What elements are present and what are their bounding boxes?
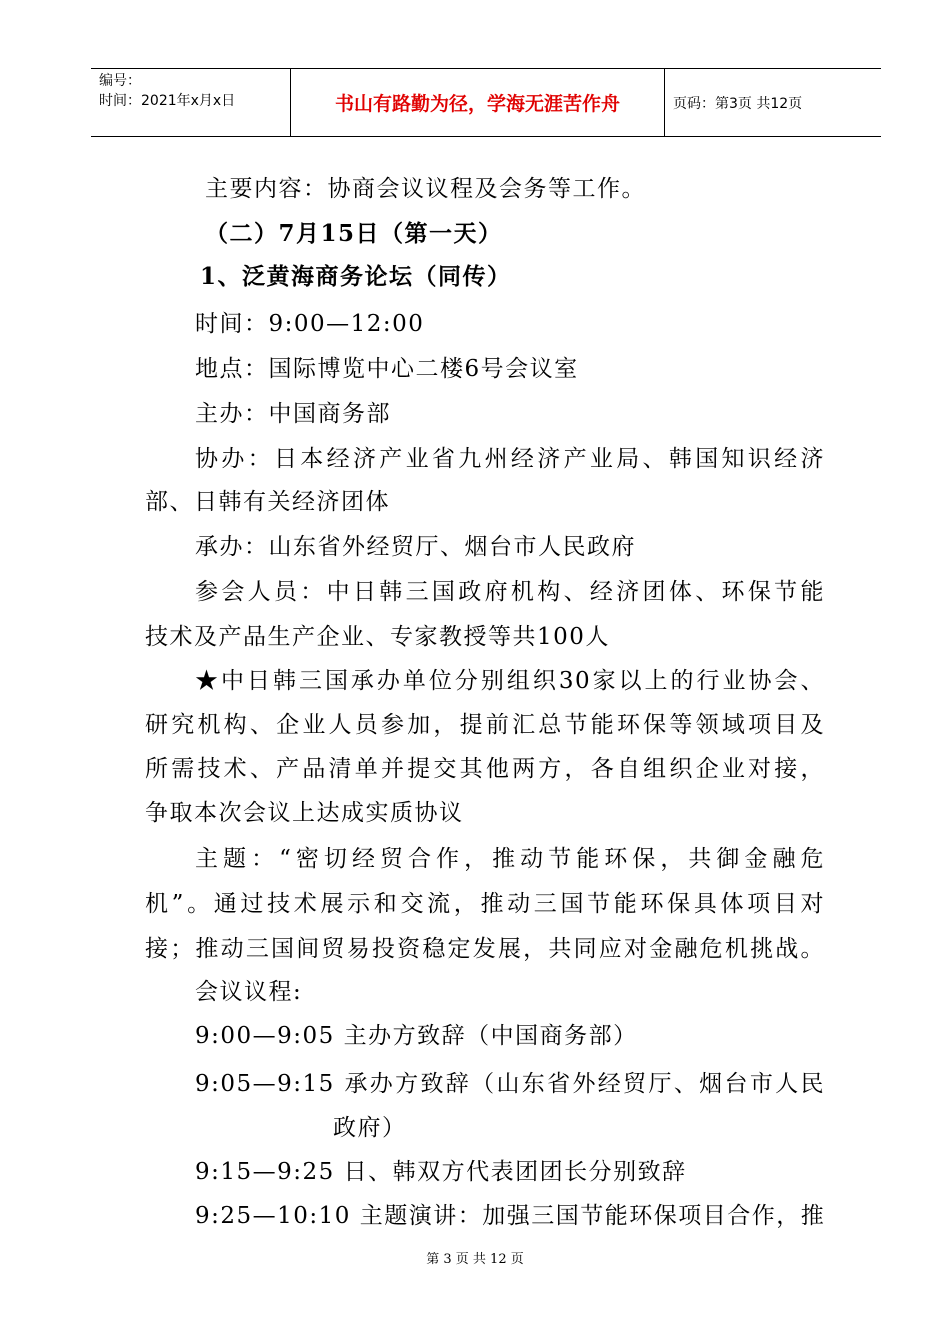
body-line: 地点：国际博览中心二楼6号会议室 [195, 356, 579, 382]
header-meta [91, 69, 291, 136]
body-line: 争取本次会议上达成实质协议 [145, 800, 464, 826]
header-number: 编号： [99, 73, 141, 89]
body-line: 参会人员：中日韩三国政府机构、经济团体、环保节能 [195, 579, 825, 605]
body-line: 会议议程: [195, 979, 303, 1005]
section-heading: （二）7月15日（第一天） [205, 220, 503, 247]
body-line: 主题：“密切经贸合作，推动节能环保，共御金融危 [195, 846, 825, 872]
header-motto: 书山有路勤为径，学海无涯苦作舟 [291, 69, 665, 136]
page-header [91, 68, 881, 137]
header-time: 时间：2021年x月x日 [99, 93, 236, 109]
body-line: 所需技术、产品清单并提交其他两方，各自组织企业对接， [145, 756, 825, 782]
agenda-item: 9:05—9:15 承办方致辞（山东省外经贸厅、烟台市人民 [195, 1071, 825, 1097]
agenda-item-continued: 政府） [333, 1115, 407, 1141]
body-line: ★中日韩三国承办单位分别组织30家以上的行业协会、 [195, 668, 825, 694]
agenda-item: 9:25—10:10 主题演讲：加强三国节能环保项目合作，推 [195, 1203, 826, 1229]
body-line: 部、日韩有关经济团体 [145, 489, 390, 515]
agenda-item: 9:00—9:05 主办方致辞（中国商务部） [195, 1023, 638, 1049]
header-page: 页码：第3页 共12页 [673, 95, 803, 112]
body-line: 协办：日本经济产业省九州经济产业局、韩国知识经济 [195, 446, 825, 472]
agenda-item: 9:15—9:25 日、韩双方代表团团长分别致辞 [195, 1159, 687, 1185]
subsection-heading: 1、泛黄海商务论坛（同传） [200, 263, 512, 290]
body-line: 时间：9:00—12:00 [195, 311, 425, 337]
body-line: 承办：山东省外经贸厅、烟台市人民政府 [195, 534, 636, 560]
body-line: 机”。通过技术展示和交流，推动三国节能环保具体项目对 [145, 891, 825, 917]
body-line: 主办：中国商务部 [195, 401, 391, 427]
body-line: 主要内容：协商会议议程及会务等工作。 [205, 176, 646, 202]
body-line: 研究机构、企业人员参加，提前汇总节能环保等领域项目及 [145, 712, 825, 738]
body-line: 技术及产品生产企业、专家教授等共100人 [145, 624, 610, 650]
body-line: 接；推动三国间贸易投资稳定发展，共同应对金融危机挑战。 [145, 936, 825, 962]
page-footer: 第 3 页 共 12 页 [426, 1252, 524, 1267]
